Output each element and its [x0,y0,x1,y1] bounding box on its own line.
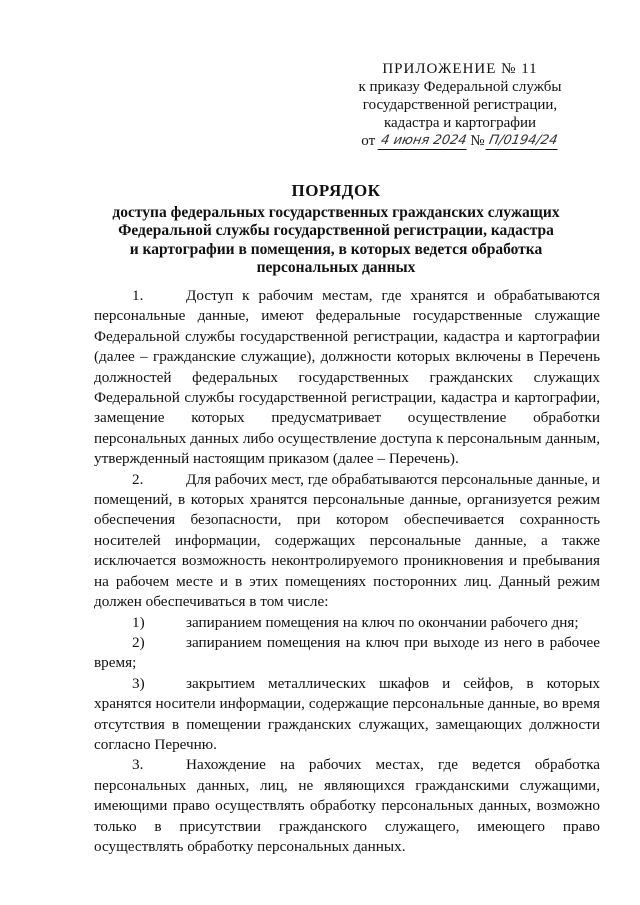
paragraph-2 [94,470,600,613]
paragraph-1 [94,286,600,470]
paragraph-text: Доступ к рабочим местам, где хранятся и обрабатываются персональные данные, имеют федеральные государственные служащие Федеральной службы государственной регистрации, кадастра и картографии (далее – гражданские служащие), должности которых включены в Перечень должностей федеральных государственных гражданских служащих Федеральной службы государственной регистрации, кадастра и картографии, замещение которых предусматривает осуществление обработки персональных данных либо осуществление доступа к персональным данным, утвержденный настоящим приказом (далее – Перечень). [94,287,600,468]
paragraph-number: 3. [132,756,144,774]
subitem-2 [94,633,600,674]
appendix-title: ПРИЛОЖЕНИЕ № 11 [382,61,538,77]
title-heading: ПОРЯДОК [291,181,381,200]
subitem-number: 1) [132,613,145,631]
number-sign: № [470,133,485,149]
order-prefix: от [361,133,376,149]
paragraph-text: Для рабочих мест, где обрабатываются персональные данные, и помещений, в которых хранятся персональные данные, организуется режим обеспечения безопасности, при котором обеспечивается сохранность носителей информации, содержащих персональные данные, а также исключается возможность неконтролируемого проникновения и пребывания на рабочем месте и в этих помещениях посторонних лиц. Данный режим должен обеспечиваться в том числе: [94,470,600,611]
subitem-number: 2) [132,633,145,651]
subitem-text: закрытием металлических шкафов и сейфов, в которых хранятся носители информации, содержащие персональные данные, во время отсутствия в помещении гражданских служащих, замещающих должности согласно Перечню. [94,674,600,753]
order-reference [340,132,580,150]
subitem-text: запиранием помещения на ключ при выходе из него в рабочее время; [94,633,600,672]
paragraph-3 [94,755,600,857]
document-title [96,182,576,278]
appendix-line: государственной регистрации, [362,97,558,113]
appendix-block [340,60,580,150]
subitem-number: 3) [132,674,145,692]
paragraph-number: 1. [132,287,144,304]
handwritten-date: 4 июня 2024 [377,133,469,150]
paragraph-text: Нахождение на рабочих местах, где ведется обработка персональных данных, лиц, не являющихся гражданскими служащими, имеющими право осуществлять обработку персональных данных, возможно только в присутствии гражданского служащего, имеющего право осуществлять обработку персональных данных. [94,756,600,855]
subitem-text: запиранием помещения на ключ по окончании рабочего дня; [186,613,579,631]
title-line: и картографии в помещения, в которых ведется обработка [129,240,543,258]
appendix-line: к приказу Федеральной службы [358,79,562,95]
title-line: персональных данных [256,259,416,276]
handwritten-number: П/0194/24 [485,133,560,150]
appendix-line: кадастра и картографии [383,115,537,131]
title-line: Федеральной службы государственной регистрации, кадастра [118,222,554,239]
paragraph-number: 2. [132,470,144,488]
subitem-1 [94,613,600,633]
document-body [94,286,600,857]
subitem-3 [94,674,600,756]
title-line: доступа федеральных государственных гражданских служащих [112,203,560,221]
